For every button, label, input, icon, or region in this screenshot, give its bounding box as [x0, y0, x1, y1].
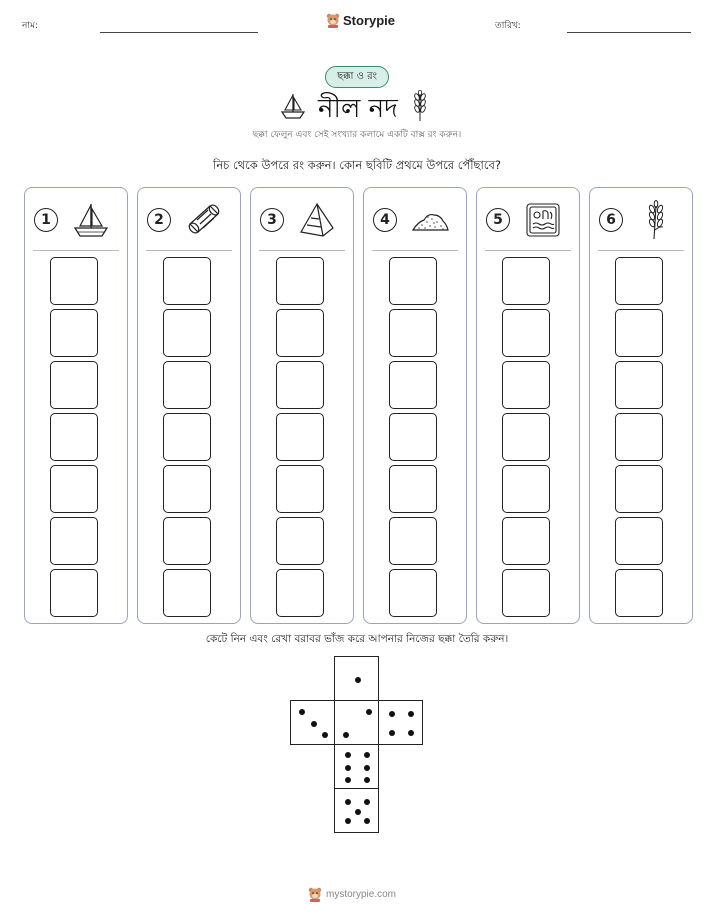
color-box[interactable]: [276, 309, 324, 357]
color-box[interactable]: [502, 517, 550, 565]
column-header: [251, 188, 353, 250]
dice-pip: [364, 765, 370, 771]
color-box[interactable]: [276, 517, 324, 565]
color-box[interactable]: [276, 413, 324, 461]
column-divider: [259, 250, 345, 251]
color-box[interactable]: [389, 309, 437, 357]
column-3: [250, 187, 354, 624]
dice-face-4: [378, 700, 423, 745]
color-box[interactable]: [615, 569, 663, 617]
page-title: নীল নদ: [318, 94, 398, 124]
column-header: [138, 188, 240, 250]
dice-pip: [345, 752, 351, 758]
sailboat-icon: [71, 200, 111, 240]
color-box[interactable]: [163, 309, 211, 357]
dice-pip: [345, 765, 351, 771]
color-box[interactable]: [50, 361, 98, 409]
column-number: 1: [34, 208, 58, 232]
pyramid-icon: [297, 200, 337, 240]
dice-pip: [345, 799, 351, 805]
color-box[interactable]: [276, 361, 324, 409]
color-box[interactable]: [615, 361, 663, 409]
color-box[interactable]: [615, 309, 663, 357]
column-number: 6: [599, 208, 623, 232]
sailboat-icon: [280, 92, 306, 120]
column-divider: [33, 250, 119, 251]
column-header: [25, 188, 127, 250]
color-box[interactable]: [276, 465, 324, 513]
color-box[interactable]: [502, 361, 550, 409]
brand: [326, 12, 395, 28]
date-label: তারিখ:: [495, 21, 521, 31]
dice-pip: [408, 730, 414, 736]
papyrus-scroll-icon: [184, 200, 224, 240]
color-box[interactable]: [163, 257, 211, 305]
color-box[interactable]: [502, 309, 550, 357]
column-number: 4: [373, 208, 397, 232]
footer-url: mystorypie.com: [326, 888, 397, 900]
color-box[interactable]: [389, 465, 437, 513]
wheat-icon: [636, 200, 676, 240]
dice-pip: [364, 752, 370, 758]
color-box[interactable]: [389, 413, 437, 461]
color-box[interactable]: [615, 413, 663, 461]
color-box[interactable]: [163, 569, 211, 617]
column-divider: [598, 250, 684, 251]
column-divider: [372, 250, 458, 251]
color-box[interactable]: [615, 517, 663, 565]
color-box[interactable]: [50, 517, 98, 565]
dice-pip: [345, 818, 351, 824]
date-line: [567, 32, 691, 33]
column-number: 3: [260, 208, 284, 232]
color-box[interactable]: [389, 517, 437, 565]
dice-pip: [364, 818, 370, 824]
dice-pip: [345, 777, 351, 783]
column-divider: [485, 250, 571, 251]
dice-pip: [343, 732, 349, 738]
storypie-bear-icon: [326, 12, 340, 28]
color-box[interactable]: [502, 465, 550, 513]
dice-pip: [355, 809, 361, 815]
color-box[interactable]: [615, 257, 663, 305]
name-line: [100, 32, 258, 33]
color-box[interactable]: [502, 257, 550, 305]
color-box[interactable]: [50, 465, 98, 513]
dice-face-5: [334, 788, 379, 833]
dice-face-1: [334, 656, 379, 701]
name-label: নাম:: [22, 21, 39, 31]
dice-pip: [299, 709, 305, 715]
color-box[interactable]: [615, 465, 663, 513]
title-row: [0, 88, 714, 124]
column-header: [590, 188, 692, 250]
column-header: [364, 188, 466, 250]
dice-net[interactable]: [290, 656, 426, 836]
dice-pip: [355, 677, 361, 683]
dice-face-6: [334, 744, 379, 789]
color-box[interactable]: [163, 361, 211, 409]
dice-instruction: কেটে নিন এবং রেখা বরাবর ভাঁজ করে আপনার নিজের ছক্কা তৈরি করুন।: [205, 633, 509, 645]
dice-pip: [311, 721, 317, 727]
column-header: [477, 188, 579, 250]
color-box[interactable]: [502, 413, 550, 461]
column-5: [476, 187, 580, 624]
color-box[interactable]: [276, 257, 324, 305]
color-box[interactable]: [502, 569, 550, 617]
color-box[interactable]: [389, 257, 437, 305]
brand-name: Storypie: [343, 12, 396, 28]
column-2: [137, 187, 241, 624]
color-box[interactable]: [276, 569, 324, 617]
wheat-icon: [410, 90, 430, 122]
dice-pip: [364, 777, 370, 783]
color-box[interactable]: [50, 309, 98, 357]
dice-pip: [389, 711, 395, 717]
dice-pip: [389, 730, 395, 736]
subtitle: ছক্কা ফেলুন এবং সেই সংখ্যার কলামে একটি বাক্স রং করুন।: [252, 130, 462, 140]
color-box[interactable]: [163, 465, 211, 513]
color-box[interactable]: [50, 569, 98, 617]
column-4: [363, 187, 467, 624]
column-6: [589, 187, 693, 624]
page-header: [0, 0, 714, 50]
column-number: 5: [486, 208, 510, 232]
instruction: নিচ থেকে উপরে রং করুন। কোন ছবিটি প্রথমে উপরে পৌঁছাবে?: [213, 158, 501, 172]
color-box[interactable]: [163, 413, 211, 461]
activity-badge: ছক্কা ও রং: [325, 66, 389, 88]
color-box[interactable]: [389, 569, 437, 617]
dice-pip: [322, 732, 328, 738]
color-box[interactable]: [50, 257, 98, 305]
hieroglyph-tablet-icon: [523, 200, 563, 240]
dice-face-2: [334, 700, 379, 745]
storypie-bear-icon: [308, 886, 322, 902]
sand-pile-icon: [410, 200, 450, 240]
dice-pip: [408, 711, 414, 717]
footer: [308, 886, 396, 902]
dice-face-3: [290, 700, 335, 745]
color-box[interactable]: [389, 361, 437, 409]
color-box[interactable]: [50, 413, 98, 461]
color-box[interactable]: [163, 517, 211, 565]
column-number: 2: [147, 208, 171, 232]
dice-pip: [366, 709, 372, 715]
column-1: [24, 187, 128, 624]
dice-pip: [364, 799, 370, 805]
column-divider: [146, 250, 232, 251]
